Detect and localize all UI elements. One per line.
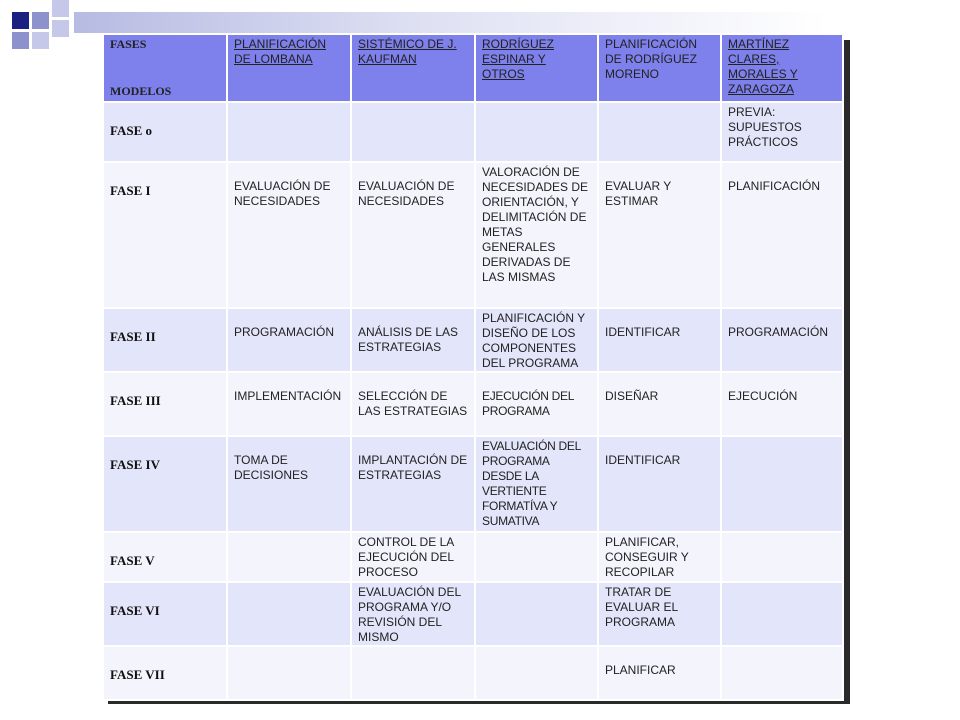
table-cell: PLANIFICACIÓN [722,163,844,309]
decor-square-pale-2 [32,32,49,49]
phase-label: FASE I [104,163,228,309]
table-cell: PLANIFICAR, CONSEGUIR Y RECOPILAR [599,533,722,583]
table-row [104,533,844,583]
header-corner [104,35,228,103]
table-cell: IDENTIFICAR [599,309,722,373]
table-cell: PROGRAMACIÓN [722,309,844,373]
table-cell: DISEÑAR [599,373,722,437]
header-model-3: RODRÍGUEZ ESPINAR Y OTROS [476,35,599,103]
table-cell [228,533,352,583]
table-cell: IDENTIFICAR [599,437,722,533]
table-cell: PREVIA: SUPUESTOS PRÁCTICOS [722,103,844,163]
decor-square-pale-3 [52,20,69,37]
table-cell [228,583,352,647]
decor-square-mid-1 [32,12,49,29]
table-row [104,163,844,309]
phase-label: FASE V [104,533,228,583]
table-row [104,647,844,701]
header-model-2: SISTÉMICO DE J. KAUFMAN [352,35,476,103]
table-cell [722,437,844,533]
table-cell [352,647,476,701]
table-cell [352,103,476,163]
table-cell [722,533,844,583]
phase-label: FASE II [104,309,228,373]
table-cell [722,647,844,701]
table-cell: EJECUCIÓN DEL PROGRAMA [476,373,599,437]
table-cell [228,103,352,163]
table-cell: EVALUACIÓN DEL PROGRAMA DESDE LA VERTIENTE FORMATÍVA Y SUMATIVA [476,437,599,533]
table-cell: IMPLEMENTACIÓN [228,373,352,437]
table-cell: EVALUACIÓN DE NECESIDADES [228,163,352,309]
header-model-5: MARTÍNEZ CLARES, MORALES Y ZARAGOZA [722,35,844,103]
table-cell: ANÁLISIS DE LAS ESTRATEGIAS [352,309,476,373]
phase-label: FASE o [104,103,228,163]
table-cell: IMPLANTACIÓN DE ESTRATEGIAS [352,437,476,533]
table-row [104,309,844,373]
table-cell [722,583,844,647]
table-cell: TRATAR DE EVALUAR EL PROGRAMA [599,583,722,647]
table-cell [476,533,599,583]
table-cell [476,583,599,647]
table-row [104,103,844,163]
table-cell [599,103,722,163]
decor-square-navy [12,12,29,29]
table-cell: PLANIFICAR [599,647,722,701]
table-row [104,583,844,647]
table-cell: CONTROL DE LA EJECUCIÓN DEL PROCESO [352,533,476,583]
table-cell [228,647,352,701]
table-cell [476,647,599,701]
table-cell: SELECCIÓN DE LAS ESTRATEGIAS [352,373,476,437]
table-cell: EVALUACIÓN DE NECESIDADES [352,163,476,309]
table-cell: PLANIFICACIÓN Y DISEÑO DE LOS COMPONENTES DEL PROGRAMA [476,309,599,373]
table-cell: TOMA DE DECISIONES [228,437,352,533]
header-row [104,35,844,103]
table-cell: PROGRAMACIÓN [228,309,352,373]
table-cell: EVALUACIÓN DEL PROGRAMA Y/O REVISIÓN DEL MISMO [352,583,476,647]
decor-square-pale-1 [52,0,69,17]
decor-square-mid-2 [12,32,29,49]
phase-label: FASE III [104,373,228,437]
title-bar-gradient [74,12,960,33]
table-row [104,437,844,533]
table-cell: EJECUCIÓN [722,373,844,437]
header-model-1: PLANIFICACIÓN DE LOMBANA [228,35,352,103]
phases-models-table [104,35,844,701]
table-cell: VALORACIÓN DE NECESIDADES DE ORIENTACIÓN, Y DELIMITACIÓN DE METAS GENERALES DERIVADAS DE LAS MISMAS [476,163,599,309]
corner-label-phases: FASES [110,37,147,51]
phase-label: FASE VII [104,647,228,701]
phase-label: FASE IV [104,437,228,533]
table-cell [476,103,599,163]
table-cell: EVALUAR Y ESTIMAR [599,163,722,309]
phase-label: FASE VI [104,583,228,647]
header-model-4: PLANIFICACIÓN DE RODRÍGUEZ MORENO [599,35,722,103]
table-row [104,373,844,437]
corner-label-models: MODELOS [110,84,172,98]
